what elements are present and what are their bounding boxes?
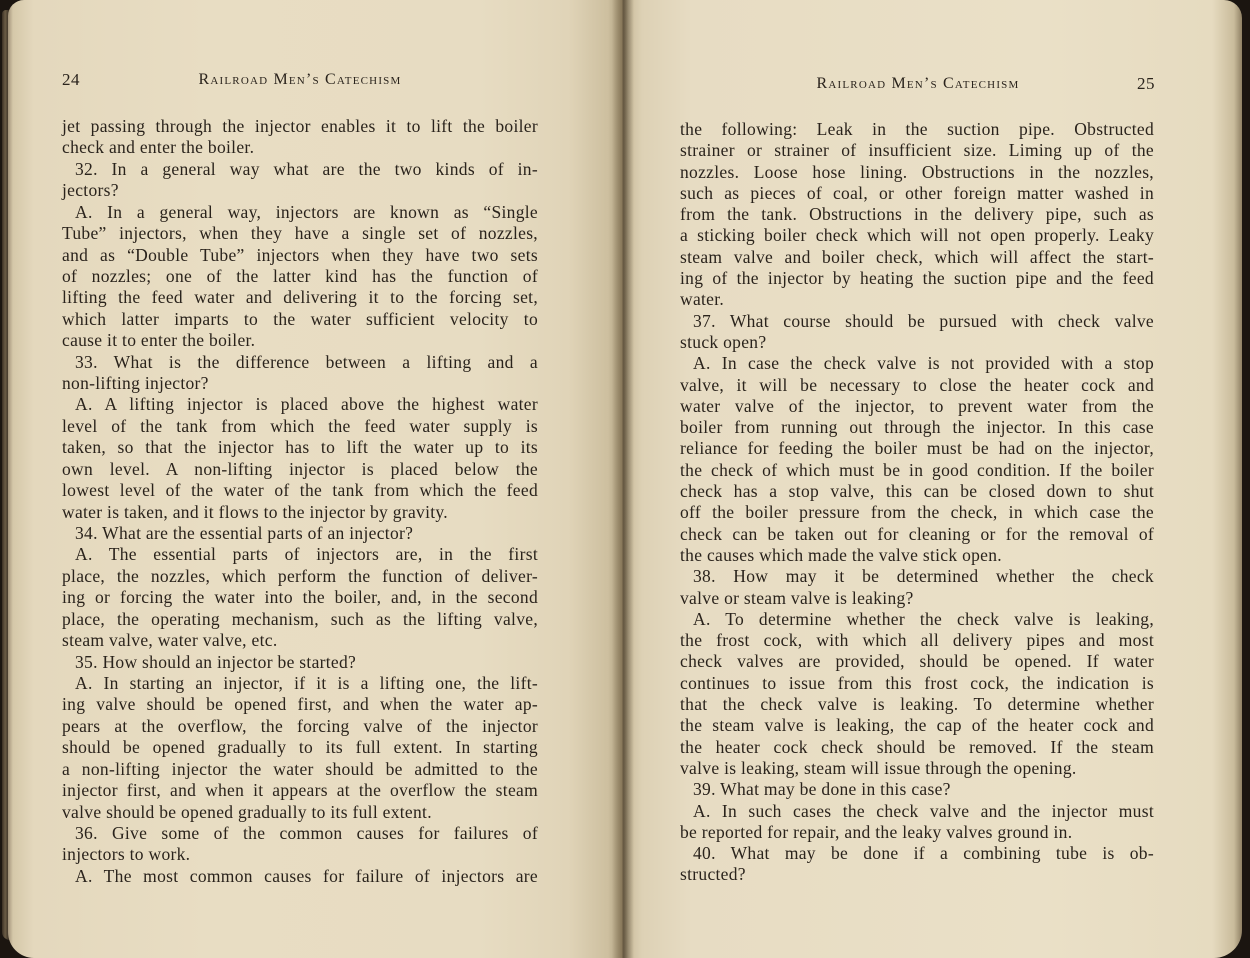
text-line: A. In starting an injector, if it is a lifting one, the lift- — [75, 672, 538, 693]
answer-paragraph — [680, 609, 1154, 779]
text-line: pears at the overflow, the forcing valve of the injector — [62, 715, 538, 736]
running-head: Railroad Men’s Catechism — [816, 75, 1020, 92]
text-line: Tube” injectors, when they have a single set of nozzles, — [62, 223, 538, 244]
text-line: boiler from running out through the injector. In this case — [680, 417, 1154, 438]
text-line: off the boiler pressure from the check, in which case the — [680, 502, 1154, 523]
answer-paragraph — [62, 544, 538, 651]
text-line: strainer or strainer of insufficient size. Liming up of the — [680, 140, 1154, 161]
page-text — [62, 116, 538, 887]
left-page — [8, 0, 622, 958]
text-line: place, the operating mechanism, such as the lifting valve, — [62, 608, 538, 629]
text-line: the following: Leak in the suction pipe. Obstructed — [680, 119, 1154, 139]
text-line: level of the tank from which the feed water supply is — [62, 415, 538, 436]
text-line: ing of the injector by heating the suction pipe and the feed — [680, 268, 1154, 289]
right-page — [622, 0, 1242, 958]
text-line: a non-lifting injector the water should be admitted to the — [62, 758, 538, 779]
text-line: place, the nozzles, which perform the function of deliver- — [62, 565, 538, 586]
text-line: non-lifting injector? — [62, 373, 209, 394]
running-head: Railroad Men’s Catechism — [198, 71, 402, 88]
text-line: be reported for repair, and the leaky valves ground in. — [680, 821, 1073, 842]
text-line: of nozzles; one of the latter kind has the function of — [62, 265, 538, 286]
answer-paragraph — [62, 866, 538, 887]
text-line: water. — [680, 289, 725, 310]
question-paragraph — [62, 523, 538, 544]
text-line: check and enter the boiler. — [62, 137, 255, 158]
text-line: check can be taken out for cleaning or for the removal of — [680, 523, 1154, 544]
text-line: 38. How may it be determined whether the check — [693, 566, 1154, 587]
text-line: such as pieces of coal, or other foreign matter washed in — [680, 182, 1154, 203]
text-line: 33. What is the difference between a lifting and a — [75, 351, 538, 372]
text-line: 40. What may be done if a combining tube is ob- — [693, 843, 1154, 864]
answer-paragraph — [680, 801, 1154, 844]
text-line: water valve of the injector, to prevent water from the — [680, 395, 1154, 416]
text-line: structed? — [680, 864, 746, 885]
question-paragraph — [62, 352, 538, 395]
text-line: A. A lifting injector is placed above the highest water — [75, 394, 538, 415]
text-line: valve, it will be necessary to close the heater cock and — [680, 374, 1154, 395]
text-line: check valves are provided, should be opened. If water — [680, 651, 1154, 672]
text-line: continues to issue from this frost cock, the indication is — [680, 672, 1154, 693]
page-number: 24 — [62, 70, 80, 89]
text-line: nozzles. Loose hose lining. Obstructions in the nozzles, — [680, 161, 1154, 182]
text-line: A. The most common causes for failure of injectors are — [75, 865, 538, 886]
text-line: the causes which made the valve stick open. — [680, 544, 1002, 565]
answer-paragraph — [62, 202, 538, 352]
book-spine — [612, 0, 634, 958]
question-paragraph — [680, 566, 1154, 609]
text-line: valve or steam valve is leaking? — [680, 587, 914, 608]
text-line: from the tank. Obstructions in the delivery pipe, such as — [680, 204, 1154, 225]
question-paragraph — [680, 843, 1154, 886]
text-line: jet passing through the injector enables it to lift the boiler — [62, 116, 538, 136]
text-line: jectors? — [62, 180, 119, 201]
text-line: lifting the feed water and delivering it to the forcing set, — [62, 287, 538, 308]
question-paragraph — [62, 159, 538, 202]
text-line: 34. What are the essential parts of an injector? — [75, 523, 414, 544]
text-line: A. In a general way, injectors are known as “Single — [75, 201, 538, 222]
answer-paragraph — [62, 673, 538, 823]
text-line: a sticking boiler check which will not open properly. Leaky — [680, 225, 1154, 246]
text-line: should be opened gradually to its full extent. In starting — [62, 737, 538, 758]
page-number: 25 — [1137, 74, 1155, 93]
question-paragraph — [62, 823, 538, 866]
question-paragraph — [680, 779, 1154, 800]
text-line: steam valve, water valve, etc. — [62, 630, 278, 651]
text-line: ing or forcing the water into the boiler, and, in the second — [62, 587, 538, 608]
text-line: 35. How should an injector be started? — [75, 651, 357, 672]
text-line: A. The essential parts of injectors are, in the first — [75, 544, 538, 565]
text-line: stuck open? — [680, 331, 767, 352]
question-paragraph — [62, 652, 538, 673]
text-line: 32. In a general way what are the two kinds of in- — [75, 158, 538, 179]
text-line: steam valve and boiler check, which will affect the start- — [680, 246, 1154, 267]
text-line: the frost cock, with which all delivery pipes and most — [680, 630, 1154, 651]
text-line: A. In case the check valve is not provided with a stop — [693, 353, 1154, 374]
question-paragraph — [680, 311, 1154, 354]
text-line: cause it to enter the boiler. — [62, 330, 256, 351]
text-line: the check of which must be in good condition. If the boiler — [680, 459, 1154, 480]
text-line: valve is leaking, steam will issue through the opening. — [680, 757, 1077, 778]
text-line: 39. What may be done in this case? — [693, 779, 951, 800]
text-line: ing valve should be opened first, and when the water ap- — [62, 694, 538, 715]
continued-paragraph — [62, 116, 538, 159]
text-line: valve should be opened gradually to its full extent. — [62, 801, 432, 822]
text-line: injector first, and when it appears at the overflow the steam — [62, 780, 538, 801]
text-line: which latter imparts to the water sufficient velocity to — [62, 308, 538, 329]
text-line: reliance for feeding the boiler must be had on the injector, — [680, 438, 1154, 459]
answer-paragraph — [680, 353, 1154, 566]
text-line: lowest level of the water of the tank from which the feed — [62, 480, 538, 501]
page-text — [680, 119, 1154, 886]
text-line: 36. Give some of the common causes for failures of — [75, 822, 538, 843]
text-line: A. To determine whether the check valve is leaking, — [693, 608, 1154, 629]
text-line: that the check valve is leaking. To determine whether — [680, 694, 1154, 715]
text-line: check has a stop valve, this can be closed down to shut — [680, 481, 1154, 502]
text-line: 37. What course should be pursued with check valve — [693, 310, 1154, 331]
text-line: taken, so that the injector has to lift the water up to its — [62, 437, 538, 458]
text-line: water is taken, and it flows to the injector by gravity. — [62, 501, 448, 522]
text-line: the steam valve is leaking, the cap of the heater cock and — [680, 715, 1154, 736]
text-line: the heater cock check should be removed. If the steam — [680, 736, 1154, 757]
text-line: own level. A non-lifting injector is placed below the — [62, 458, 538, 479]
text-line: injectors to work. — [62, 844, 191, 865]
text-line: and as “Double Tube” injectors when they have two sets — [62, 244, 538, 265]
text-line: A. In such cases the check valve and the injector must — [693, 800, 1154, 821]
continued-paragraph — [680, 119, 1154, 311]
answer-paragraph — [62, 394, 538, 523]
